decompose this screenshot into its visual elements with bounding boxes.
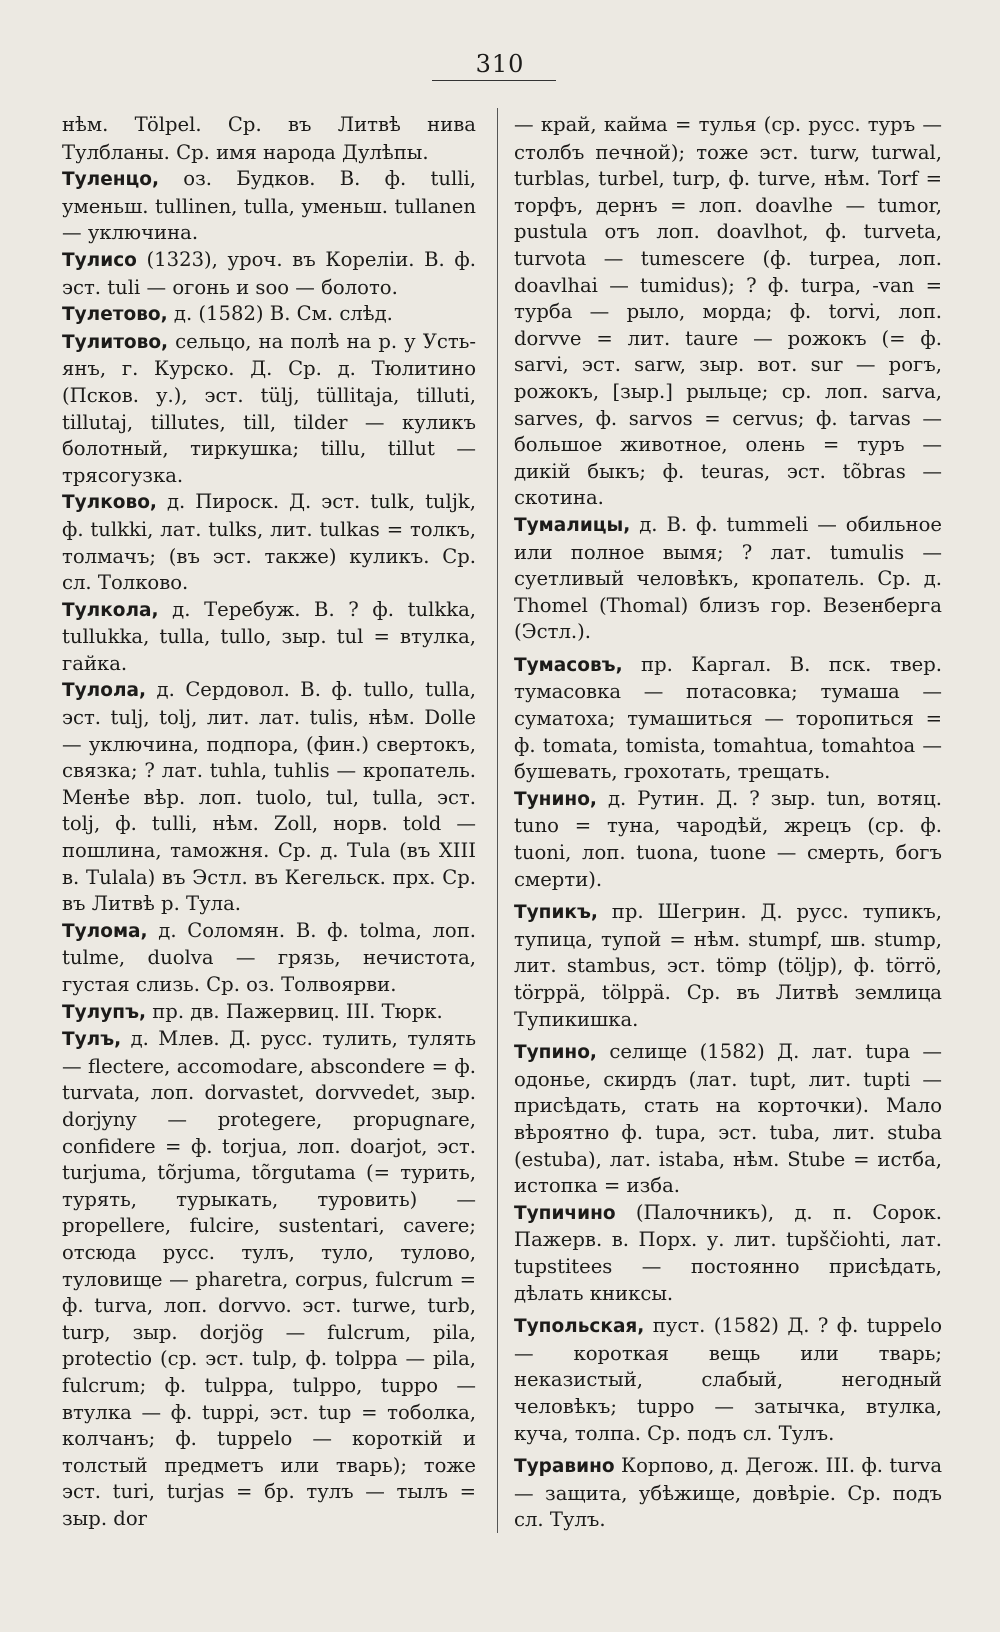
entry-text: (Палочникъ), д. п. Сорок. Пажерв. в. Порх. у. лит. tupščiohti, лат. tupstitees — постоянно присѣдать, дѣлать книксы. [514,1200,942,1305]
left-column [62,112,476,1532]
entry-tuloma [62,918,476,999]
headword: Тупино, [514,1042,597,1064]
entry-text: — край, кайма = тулья (ср. русс. туръ — столбъ печной); тоже эст. turw, turwal, turblas, turbel, turp, ф. turve, нѣм. Torf = торфъ, дернъ = лоп. doavlhe — tumor, pustula отъ лоп. doavlhot, ф. turveta, turvota — tumescere (ф. turpea, лоп. doavlhai — tumidus); ? ф. turpa, -van = турба — рыло, морда; ф. torvi, лоп. dorvve = лит. taure — рожокъ (= ф. sarvi, эст. sarw, зыр. вот. sur — рогъ, рожокъ, [зыр.] рыльце; ср. лоп. sarva, sarves, ф. sarvos = cervus; ф. tarvas — большое животное, олень = туръ — дикій быкъ; ф. teuras, эст. tõbras — скотина. [514,113,942,510]
headword: Тулково, [62,492,157,514]
entry-text: д. (1582) В. См. слѣд. [173,302,393,326]
entry-text: д. Теребуж. В. ? ф. tulkka, tullukka, tulla, tullo, зыр. tul = втулка, гайка. [62,597,476,675]
entry-text: оз. Будков. В. ф. tulli, уменьш. tullinen, tulla, уменьш. tullanen — уключина. [62,167,476,245]
entry-tunino [514,786,942,893]
headword: Тулетово, [62,304,168,326]
column-divider [497,108,498,1533]
headword: Туравино [514,1456,615,1478]
headword: Тупольская, [514,1316,645,1338]
entry-text: селище (1582) Д. лат. tupa — одонье, скирдъ (лат. tupt, лит. tupti — присѣдать, стать на корточки). Мало вѣроятно ф. tupa, эст. tuba, лит. stuba (estuba), лат. istaba, нѣм. Stube = истба, истопка = изба. [514,1040,942,1198]
entry-tupolskaya [514,1313,942,1447]
headword: Тупичино [514,1202,616,1224]
headword: Тулома, [62,920,148,942]
entry-text: пуст. (1582) Д. ? ф. tuppelo — короткая вещь или тварь; неказистый, слабый, негодный человѣкъ; tuppo — затычка, втулка, куча, толпа. Ср. подъ сл. Тулъ. [514,1314,942,1445]
entry-tulentso [62,166,476,247]
headword: Туленцо, [62,169,160,191]
headword: Тулкола, [62,599,159,621]
entry-continuation [514,112,942,512]
entry-text: д. Рутин. Д. ? зыр. tun, вотяц. tuno = туна, чародѣй, жрецъ (ср. ф. tuoni, лоп. tuona, tuone — смерть, богъ смерти). [514,786,942,891]
entry-text: д. Пироск. Д. эст. tulk, tuljk, ф. tulkki, лат. tulks, лит. tulkas = толкъ, толмачъ; (въ эст. также) куликъ. Ср. сл. Толково. [62,490,476,595]
entry-tul [62,1026,476,1532]
entry-tumalitsy [514,512,942,646]
entry-tuliso [62,247,476,301]
entry-text: д. Сердовол. В. ф. tullo, tulla, эст. tulj, tolj, лит. лат. tulis, нѣм. Dolle — уключина, подпора, (фин.) свертокъ, связка; ? лат. tuhla, tuhlis — кропатель. Менѣе вѣр. лоп. tuolo, tul, tulla, эст. tolj, ф. tulli, нѣм. Zoll, норв. told — пошлина, таможня. Ср. д. Tula (въ XIII в. Tulala) въ Эстл. въ Кегельск. прх. Ср. въ Литвѣ р. Тула. [62,678,477,916]
entry-tupino [514,1039,942,1200]
entry-tumasov [514,652,942,786]
entry-text: сельцо, на полѣ на р. у Усть-янъ, г. Курско. Д. Ср. д. Тюлитино (Псков. у.), эст. tülj, tüllitaja, tilluti, tillutaj, tillutes, till, tilder — куликъ болотный, тиркушка; tillu, tillut — трясогузка. [62,329,477,487]
entry-tulitovo [62,329,476,490]
headword: Тулъ, [62,1029,122,1051]
entry-tulkovo [62,489,476,596]
entry-text: д. Соломян. В. ф. tolma, лоп. tulme, duolva — грязь, нечистота, густая слизь. Ср. оз. Толвоярви. [62,918,476,996]
header-rule [432,80,556,81]
entry-text: д. Млев. Д. русс. тулить, тулять — flectere, accomodare, abscondere = ф. turvata, лоп. dorvastet, dorvvedet, зыр. dorjyny — protegere, propugnare, confidere = ф. torjua, лоп. doarjot, эст. turjuma, tõrjuma, tõrgutama (= турить, турять, турыкать, туровить) — propellere, fulcire, sustentari, cavere; отсюда русс. тулъ, туло, тулово, туловище — pharetra, corpus, fulcrum = ф. turva, лоп. dorvvo. эст. turwe, turb, turp, зыр. dorjög — fulcrum, pila, protectio (ср. эст. tulp, ф. tolppa — pila, fulcrum; ф. tulppa, tulppo, tuppo — втулка — ф. tuppi, эст. tup = тоболка, колчанъ; ф. tuppelo — короткій и толстый предметъ или тварь); тоже эст. turi, turjas = бр. тулъ — тылъ = зыр. dor [62,1027,477,1530]
entry-tulup [62,999,476,1027]
entry-tulola [62,677,476,917]
headword: Тунино, [514,788,597,810]
entry-text: Корпово, д. Дегож. III. ф. turva — защита, убѣжище, довѣріе. Ср. подъ сл. Тулъ. [514,1454,942,1532]
entry-continuation [62,112,476,166]
headword: Тупикъ, [514,902,598,924]
entry-text: пр. Каргал. В. пск. твер. тумасовка — потасовка; тумаша — суматоха; тумашиться — торопиться = ф. tomata, tomista, tomahtua, tomahtoa — бушевать, грохотать, трещать. [514,652,942,784]
entry-tulkola [62,597,476,678]
headword: Тулола, [62,680,146,702]
entry-tupik [514,899,942,1033]
headword: Тулитово, [62,331,169,353]
right-column [514,112,942,1534]
entry-text: нѣм. Tölpel. Ср. въ Литвѣ нива Тулбланы. Ср. имя народа Дулѣпы. [62,113,476,164]
entry-tupichino [514,1200,942,1307]
entry-text: (1323), уроч. въ Кореліи. В. ф. эст. tuli — огонь и soo — болото. [62,247,476,299]
entry-text: пр. дв. Пажервиц. III. Тюрк. [152,999,443,1023]
headword: Тулисо [62,249,137,271]
page-number: 310 [475,50,525,78]
entry-text: д. В. ф. tummeli — обильное или полное вымя; ? лат. tumulis — суетливый человѣкъ, кропатель. Ср. д. Thomel (Thomal) близъ гор. Везенберга (Эстл.). [514,512,943,644]
entry-text: пр. Шегрин. Д. русс. тупикъ, тупица, тупой = нѣм. stumpf, шв. stump, лит. stambus, эст. tömp (töljp), ф. törrö, törppä, tölppä. Ср. въ Литвѣ землица Тупикишка. [514,900,943,1031]
headword: Тулупъ, [62,1001,146,1023]
entry-tuletovo [62,301,476,329]
headword: Тумасовъ, [514,654,623,676]
headword: Тумалицы, [514,514,631,536]
entry-turavino [514,1453,942,1534]
